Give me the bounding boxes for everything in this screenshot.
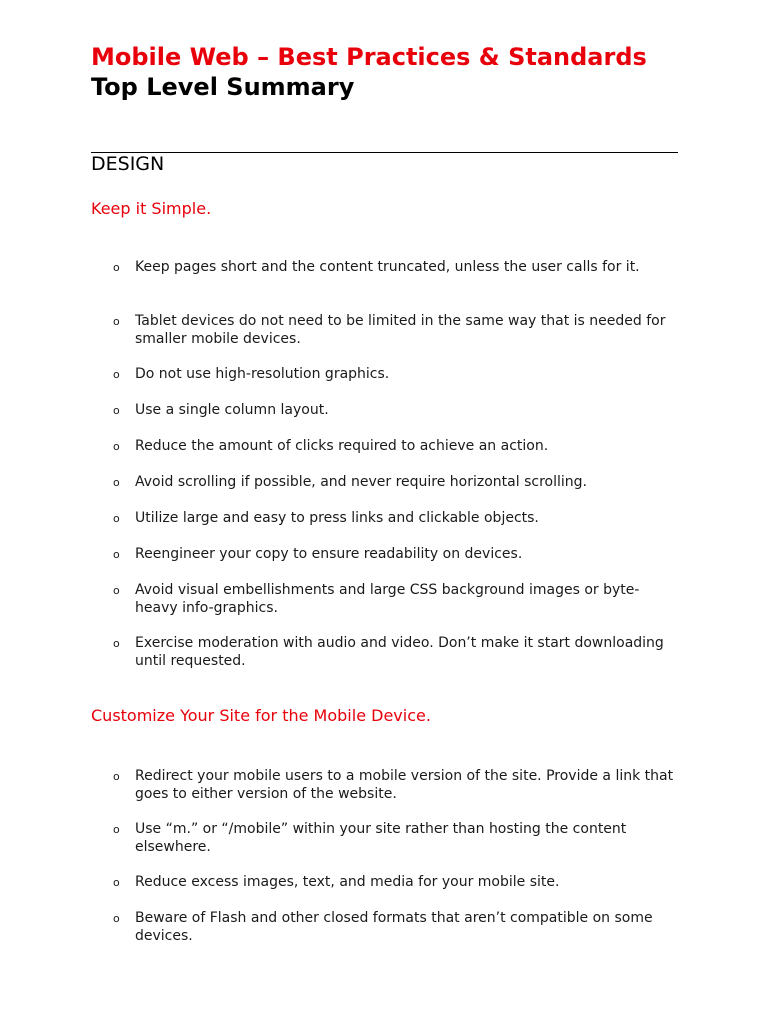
section-heading-design: DESIGN: [91, 153, 165, 175]
list-item-text: Reduce the amount of clicks required to achieve an action.: [135, 438, 549, 454]
bullet-icon: o: [113, 823, 120, 836]
list-item-text: Do not use high-resolution graphics.: [135, 366, 390, 382]
document-title: Mobile Web – Best Practices & Standards: [91, 43, 647, 71]
bullet-icon: o: [113, 261, 120, 274]
list-item: [91, 545, 678, 563]
document-subtitle: Top Level Summary: [91, 73, 355, 101]
list-item-text: Beware of Flash and other closed formats that aren’t compatible on some devices.: [135, 910, 653, 944]
subheading-keep-it-simple: Keep it Simple.: [91, 199, 212, 218]
bullet-icon: o: [113, 876, 120, 889]
list-item: [91, 873, 678, 891]
list-item-text: Utilize large and easy to press links and clickable objects.: [135, 510, 539, 526]
keep-it-simple-list: [91, 258, 678, 670]
list-item-text: Redirect your mobile users to a mobile version of the site. Provide a link that goes to either version of the website.: [135, 768, 674, 802]
document-page: [91, 42, 678, 944]
list-item-text: Keep pages short and the content truncated, unless the user calls for it.: [135, 259, 640, 275]
bullet-icon: o: [113, 512, 120, 525]
bullet-icon: o: [113, 440, 120, 453]
list-item: [91, 820, 678, 856]
bullet-icon: o: [113, 315, 120, 328]
customize-site-list: [91, 767, 678, 945]
bullet-icon: o: [113, 912, 120, 925]
list-item: [91, 312, 678, 348]
list-item-text: Tablet devices do not need to be limited in the same way that is needed for smaller mobile devices.: [135, 313, 666, 347]
bullet-icon: o: [113, 368, 120, 381]
list-item: [91, 258, 678, 294]
bullet-icon: o: [113, 548, 120, 561]
list-item: [91, 437, 678, 455]
list-item-text: Use “m.” or “/mobile” within your site rather than hosting the content elsewhere.: [135, 821, 627, 855]
list-item: [91, 509, 678, 527]
horizontal-rule: [91, 152, 678, 153]
list-item: [91, 473, 678, 491]
bullet-icon: o: [113, 584, 120, 597]
list-item-text: Avoid scrolling if possible, and never require horizontal scrolling.: [135, 474, 587, 490]
list-item-text: Reduce excess images, text, and media for your mobile site.: [135, 874, 560, 890]
bullet-icon: o: [113, 476, 120, 489]
list-item-text: Reengineer your copy to ensure readability on devices.: [135, 546, 523, 562]
bullet-icon: o: [113, 637, 120, 650]
list-item-text: Use a single column layout.: [135, 402, 329, 418]
list-item: [91, 767, 678, 803]
list-item: [91, 365, 678, 383]
list-item: [91, 401, 678, 419]
subheading-customize-site: Customize Your Site for the Mobile Device.: [91, 706, 431, 725]
list-item: [91, 909, 678, 945]
bullet-icon: o: [113, 770, 120, 783]
list-item: [91, 634, 678, 670]
list-item-text: Exercise moderation with audio and video. Don’t make it start downloading until requested.: [135, 635, 664, 669]
list-item: [91, 581, 678, 617]
bullet-icon: o: [113, 404, 120, 417]
list-item-text: Avoid visual embellishments and large CSS background images or byte-heavy info-graphics.: [135, 582, 640, 616]
